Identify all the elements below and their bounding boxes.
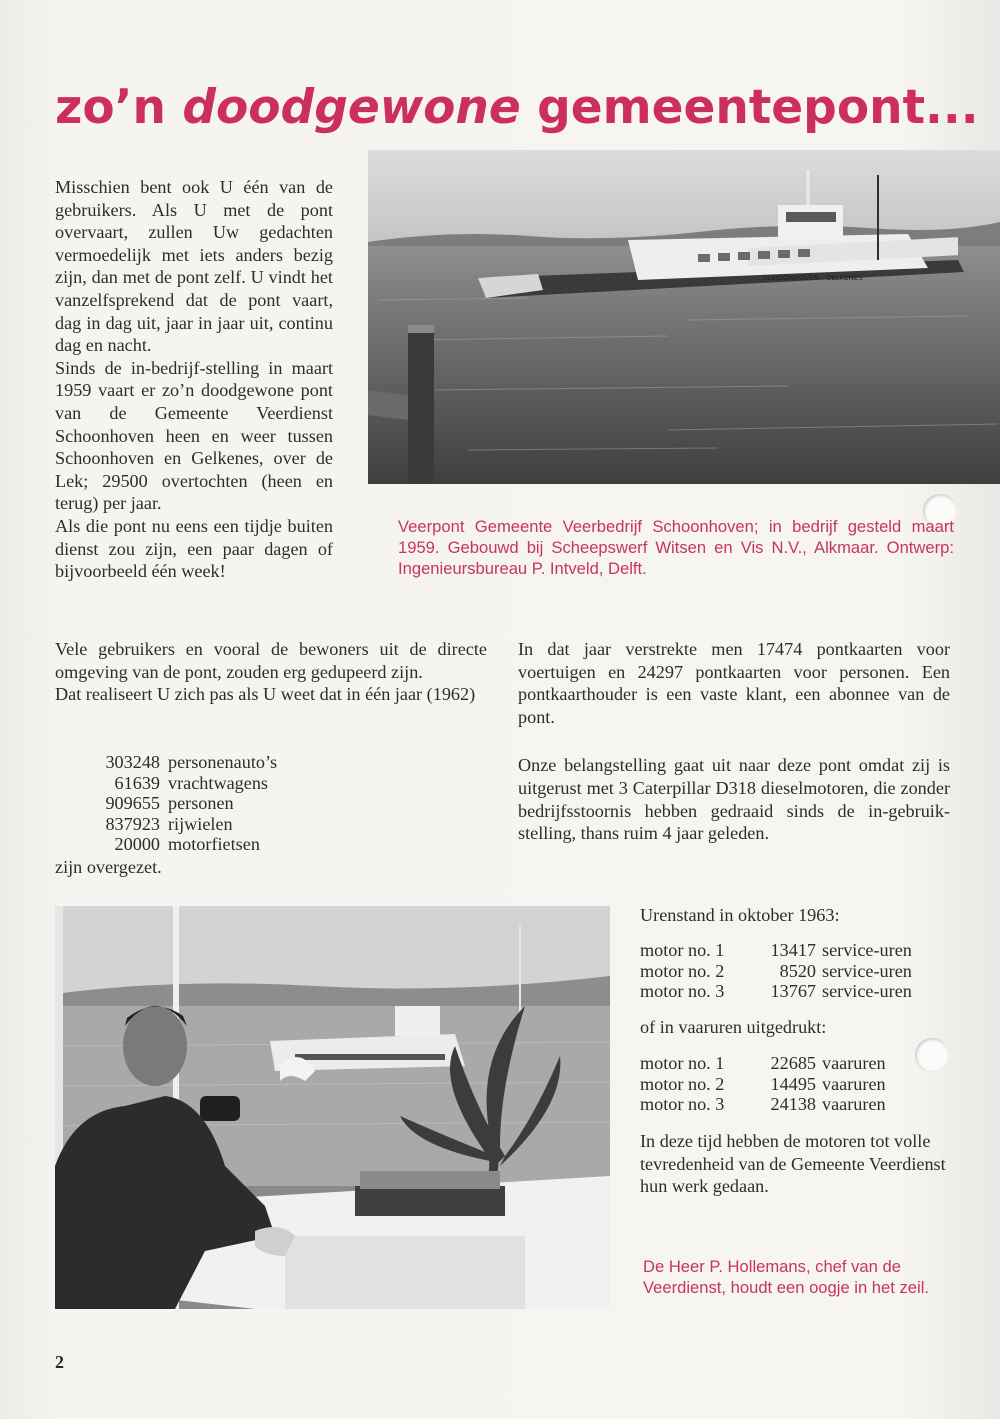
title-emphasis: doodgewone: [182, 80, 521, 135]
punch-hole-bottom: [915, 1038, 949, 1072]
intro-column: [55, 176, 333, 583]
ferry-photo-illustration: [368, 150, 1000, 484]
left-paragraph-1: Vele gebruikers en vooral de bewoners uit de directe omgeving van de pont, zouden erg gedupeerd zijn.: [55, 639, 487, 682]
office-photo: [55, 906, 610, 1309]
left-paragraph-2: Dat realiseert U zich pas als U weet dat in één jaar (1962): [55, 684, 476, 705]
office-caption: De Heer P. Hollemans, chef van de Veerdienst, houdt een oogje in het zeil.: [643, 1257, 929, 1297]
title-prefix: zo’n: [55, 80, 183, 135]
intro-paragraph-3: Als die pont nu eens een tijdje buiten dienst zou zijn, een paar dagen of bijvoorbeeld één week!: [55, 515, 333, 582]
stat-row: 837923 rijwielen: [105, 813, 233, 834]
sailing-heading: of in vaaruren uitgedrukt:: [640, 1017, 827, 1037]
page-number: 2: [55, 1352, 64, 1372]
right-column: [518, 638, 950, 845]
service-hours-list: [640, 940, 912, 1002]
service-heading: Urenstand in oktober 1963:: [640, 905, 840, 925]
stat-row: 909655 personen: [105, 793, 234, 813]
office-photo-illustration: [55, 906, 610, 1309]
transport-stats: [70, 752, 277, 855]
service-hours-row: motor no. 2 8520 service-uren: [640, 960, 912, 981]
sailing-hours-row: motor no. 2 14495 vaaruren: [640, 1073, 886, 1094]
page-title: [55, 78, 979, 138]
closing-paragraph: In deze tijd hebben de motoren tot volle tevredenheid van de Gemeente Veerdienst hun werk gedaan.: [640, 1131, 946, 1197]
title-suffix: gemeentepont...: [520, 80, 979, 135]
left-column: [55, 638, 487, 706]
stats-footer: zijn overgezet.: [55, 857, 162, 877]
intro-paragraph-1: Misschien bent ook U één van de gebruikers. Als U met de pont overvaart, zullen Uw gedachten vermoedelijk met iets anders bezig zijn, dan met de pont zelf. U vindt het vanzelfsprekend dat de pont vaart, dag in dag uit, jaar in jaar uit, continu dag en nacht.: [55, 177, 333, 356]
stat-row: 61639 vrachtwagens: [114, 772, 268, 793]
ferry-hull-name: SCHOONHOVEN - GELKENES: [763, 274, 863, 282]
sailing-hours-row: motor no. 3 24138 vaaruren: [640, 1094, 886, 1114]
ferry-photo: [368, 150, 1000, 484]
service-hours-row: motor no. 1 13417 service-uren: [640, 940, 912, 960]
stat-row: 303248 personenauto’s: [105, 752, 278, 772]
stat-row: 20000 motorfietsen: [114, 834, 260, 854]
right-paragraph-1: In dat jaar verstrekte men 17474 pontkaarten voor voertuigen en 24297 pontkaarten voor personen. Een pontkaarthouder is een vaste klant, een abonnee van de pont.: [518, 639, 950, 727]
sailing-hours-list: [640, 1053, 886, 1115]
right-paragraph-2: Onze belangstelling gaat uit naar deze pont omdat zij is uitgerust met 3 Caterpillar D318 dieselmotoren, die zonder bedrijfsstoornis hebben gedraaid sinds de in-gebruik-stelling, thans ruim 4 jaar geleden.: [518, 755, 950, 844]
intro-paragraph-2: Sinds de in-bedrijf-stelling in maart 1959 vaart er zo’n doodgewone pont van de Gemeente Veerdienst Schoonhoven heen en weer tussen Schoonhoven en Gelkenes, over de Lek; 29500 overtochten (heen en terug) per jaar.: [55, 357, 333, 514]
service-hours-row: motor no. 3 13767 service-uren: [640, 981, 912, 1001]
ferry-caption: Veerpont Gemeente Veerbedrijf Schoonhoven; in bedrijf gesteld maart 1959. Gebouwd bij Scheepswerf Witsen en Vis N.V., Alkmaar. Ontwerp: Ingenieursbureau P. Intveld, Delft.: [398, 517, 954, 578]
sailing-hours-row: motor no. 1 22685 vaaruren: [640, 1053, 886, 1073]
